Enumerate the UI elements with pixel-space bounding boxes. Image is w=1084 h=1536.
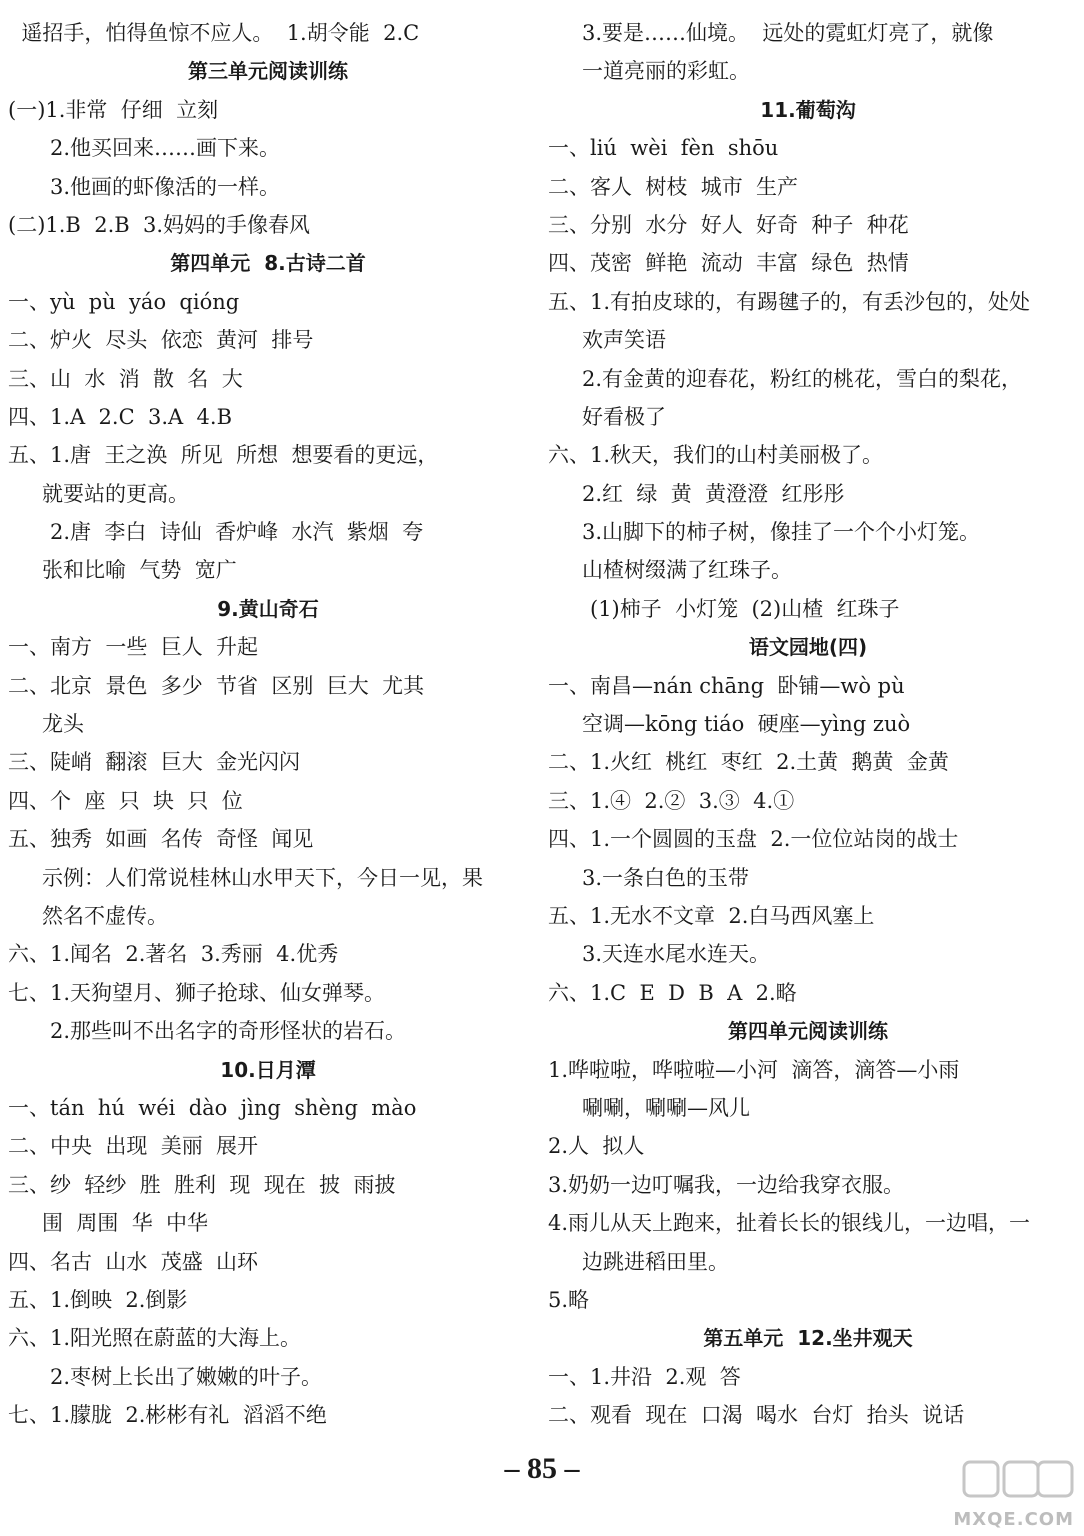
answer-line: 五、独秀 如画 名传 奇怪 闻见	[8, 827, 314, 852]
answer-line: 二、北京 景色 多少 节省 区别 巨大 尤其	[8, 673, 425, 698]
answer-line: 一、tán hú wéi dào jìng shèng mào	[8, 1095, 417, 1120]
answer-line: 3.奶奶一边叮嘱我，一边给我穿衣服。	[548, 1172, 905, 1197]
answer-line: 五、1.有拍皮球的，有踢毽子的，有丢沙包的，处处	[548, 289, 1031, 314]
answer-line: 一、1.井沿 2.观 答	[548, 1364, 741, 1389]
answer-line: 2.枣树上长出了嫩嫩的叶子。	[50, 1364, 323, 1389]
answer-line: 三、纱 轻纱 胜 胜利 现 现在 披 雨披	[8, 1172, 396, 1197]
answer-line: 2.那些叫不出名字的奇形怪状的岩石。	[50, 1019, 407, 1044]
answer-line: 示例：人们常说桂林山水甲天下，今日一见，果	[42, 865, 483, 890]
answer-line: 遥招手，怕得鱼惊不应人。 1.胡令能 2.C	[8, 21, 420, 45]
answer-line: 四、1.A 2.C 3.A 4.B	[8, 404, 233, 429]
answer-line: 围 周围 华 中华	[42, 1211, 209, 1236]
answer-line: 唰唰，唰唰—风儿	[582, 1095, 750, 1120]
section-heading: 第四单元阅读训练	[728, 1019, 888, 1044]
answer-line: 四、个 座 只 块 只 位	[8, 788, 243, 813]
answer-line: 2.人 拟人	[548, 1134, 645, 1159]
answer-line: 3.山脚下的柿子树，像挂了一个个小灯笼。	[582, 520, 981, 545]
answer-line: 张和比喻 气势 宽广	[42, 558, 237, 583]
section-heading: 9.黄山奇石	[217, 596, 319, 621]
watermark-logo	[924, 1460, 1074, 1530]
answer-line: 一道亮丽的彩虹。	[582, 59, 750, 84]
answer-line: (一)1.非常 仔细 立刻	[8, 97, 219, 122]
answer-line: 3.一条白色的玉带	[582, 865, 750, 890]
answer-line: 然名不虚传。	[42, 903, 168, 928]
answer-line: 2.唐 李白 诗仙 香炉峰 水汽 紫烟 夸	[50, 520, 424, 545]
answer-line: 四、名古 山水 茂盛 山环	[8, 1249, 259, 1274]
answer-line: 3.他画的虾像活的一样。	[50, 174, 281, 199]
answer-line: 六、1.闻名 2.著名 3.秀丽 4.优秀	[8, 942, 339, 967]
answer-line: 一、南昌—nán chāng 卧铺—wò pù	[548, 673, 905, 698]
answer-line: 3.天连水尾水连天。	[582, 942, 771, 967]
answer-line: 4.雨儿从天上跑来，扯着长长的银线儿，一边唱，一	[548, 1211, 1031, 1236]
answer-line: 五、1.倒映 2.倒影	[8, 1287, 188, 1312]
answer-line: 欢声笑语	[582, 328, 666, 353]
answer-line: 2.红 绿 黄 黄澄澄 红彤彤	[582, 481, 845, 506]
answer-line: 二、1.火红 桃红 枣红 2.土黄 鹅黄 金黄	[548, 750, 949, 775]
section-heading: 第三单元阅读训练	[188, 59, 348, 84]
answer-line: 三、陡峭 翻滚 巨大 金光闪闪	[8, 750, 301, 775]
answer-line: 一、liú wèi fèn shōu	[548, 136, 779, 161]
watermark-text: MXQE.COM	[953, 1509, 1074, 1530]
answer-line: 三、分别 水分 好人 好奇 种子 种花	[548, 212, 909, 237]
answer-line: 二、中央 出现 美丽 展开	[8, 1134, 259, 1159]
answer-line: (二)1.B 2.B 3.妈妈的手像春风	[8, 212, 311, 237]
answer-line: 边跳进稻田里。	[582, 1249, 729, 1274]
answer-line: 一、南方 一些 巨人 升起	[8, 635, 259, 660]
answer-line: 空调—kōng tiáo 硬座—yìng zuò	[582, 712, 911, 737]
right-column	[548, 14, 1068, 1434]
answer-line: 三、1.④ 2.② 3.③ 4.①	[548, 788, 795, 813]
answer-line: 六、1.C E D B A 2.略	[548, 980, 797, 1005]
answer-line: 五、1.无水不文章 2.白马西风塞上	[548, 903, 875, 928]
page-number: – 85 –	[504, 1452, 580, 1485]
answer-line: 三、山 水 消 散 名 大	[8, 366, 243, 391]
section-heading: 第五单元 12.坐井观天	[703, 1326, 913, 1351]
left-column	[8, 14, 528, 1434]
answer-line: 五、1.唐 王之涣 所见 所想 想要看的更远，	[8, 443, 439, 468]
answer-line: 一、yù pù yáo qióng	[8, 289, 240, 314]
answer-line: 龙头	[42, 712, 84, 737]
answer-line: 四、1.一个圆圆的玉盘 2.一位位站岗的战士	[548, 827, 959, 852]
answer-line: 四、茂密 鲜艳 流动 丰富 绿色 热情	[548, 251, 909, 276]
answer-line: 六、1.秋天，我们的山村美丽极了。	[548, 443, 884, 468]
answer-line: 二、炉火 尽头 依恋 黄河 排号	[8, 328, 314, 353]
section-heading: 第四单元 8.古诗二首	[170, 251, 366, 276]
section-heading: 10.日月潭	[220, 1057, 316, 1082]
answer-line: 1.哗啦啦，哗啦啦—小河 滴答，滴答—小雨	[548, 1057, 960, 1082]
answer-line: 好看极了	[582, 404, 666, 429]
answer-line: 二、观看 现在 口渴 喝水 台灯 抬头 说话	[548, 1403, 965, 1428]
answer-line: 2.他买回来……画下来。	[50, 136, 281, 161]
answer-line: 山楂树缀满了红珠子。	[582, 558, 792, 583]
answer-line: 就要站的更高。	[42, 481, 189, 506]
answer-line: 2.有金黄的迎春花，粉红的桃花，雪白的梨花，	[582, 366, 1023, 391]
answer-line: 七、1.朦胧 2.彬彬有礼 滔滔不绝	[8, 1403, 327, 1428]
answer-line: 六、1.阳光照在蔚蓝的大海上。	[8, 1326, 302, 1351]
answer-line: 5.略	[548, 1287, 590, 1312]
answer-line: (1)柿子 小灯笼 (2)山楂 红珠子	[590, 596, 900, 621]
answer-line: 七、1.天狗望月、狮子抢球、仙女弹琴。	[8, 980, 386, 1005]
answer-line: 3.要是……仙境。 远处的霓虹灯亮了，就像	[582, 21, 994, 45]
answer-line: 二、客人 树枝 城市 生产	[548, 174, 799, 199]
section-heading: 11.葡萄沟	[760, 97, 856, 122]
section-heading: 语文园地(四)	[748, 635, 868, 660]
